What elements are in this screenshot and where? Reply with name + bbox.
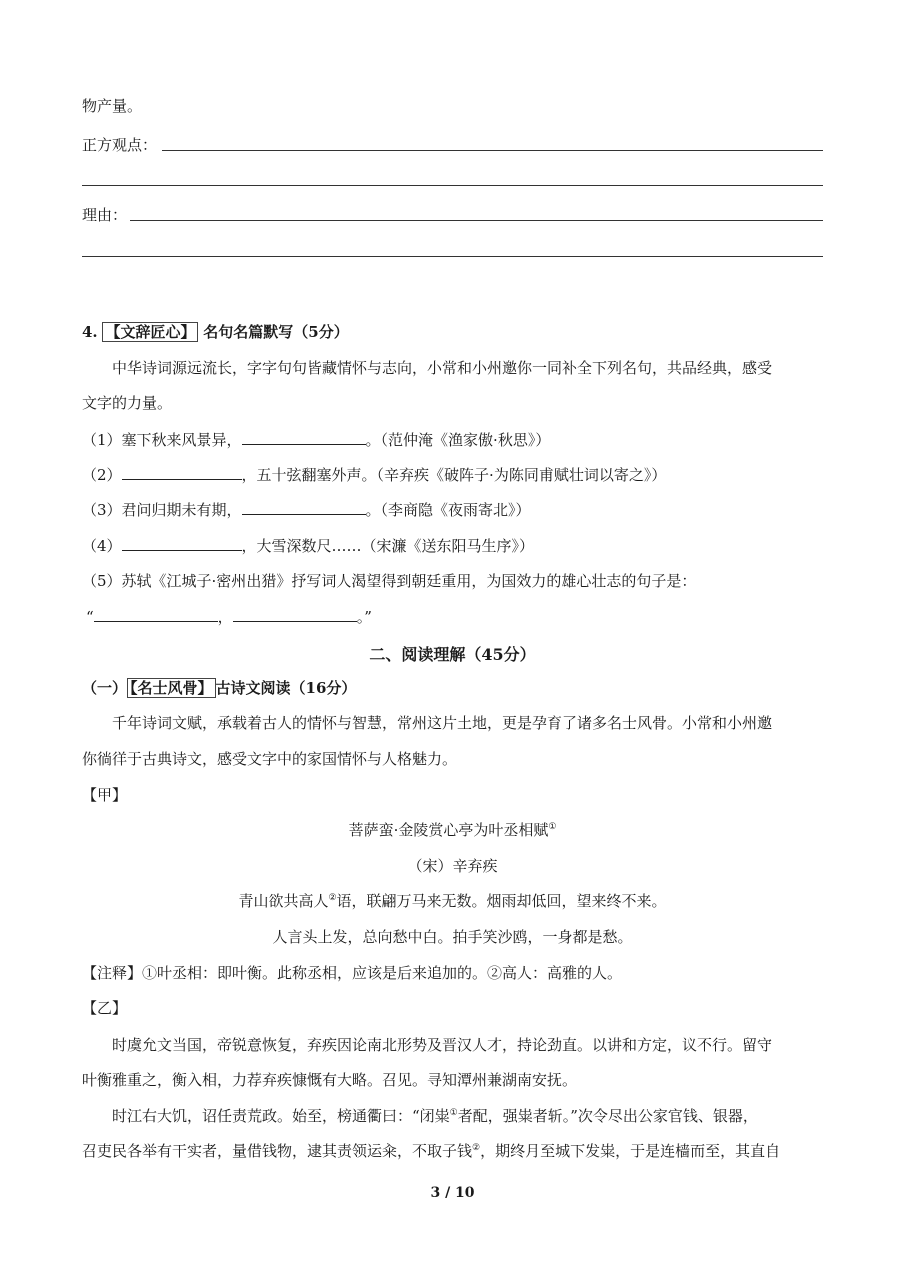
poem-text: 青山欲共高人 xyxy=(238,892,329,910)
item-source: ，五十弦翻塞外声。（辛弃疾《破阵子·为陈同甫赋壮词以寄之》） xyxy=(241,466,667,484)
pro-view-label: 正方观点： xyxy=(82,136,158,154)
question-intro-cont: 文字的力量。 xyxy=(82,394,173,412)
poem-author: （宋）辛弃疾 xyxy=(407,857,498,875)
fill-item-1 xyxy=(82,429,550,450)
fill-item-3 xyxy=(82,499,531,520)
blank-field[interactable] xyxy=(242,499,366,515)
item-text: （1）塞下秋来风景异， xyxy=(82,431,242,449)
subsection-number: （一） xyxy=(82,679,128,697)
poem-title xyxy=(0,820,905,840)
passage-label-yi: 【乙】 xyxy=(82,999,128,1017)
prose-text: 时江右大饥，诏任责荒政。始至，榜通衢曰：“闭粜 xyxy=(112,1107,450,1125)
question-4-heading xyxy=(82,322,349,342)
fill-item-5-blanks xyxy=(86,606,372,627)
item-source: 。（李商隐《夜雨寄北》） xyxy=(365,501,531,519)
question-title: 名句名篇默写（5分） xyxy=(203,323,349,341)
prose-text: 者配，强粜者斩。”次令尽出公家官钱、银器， xyxy=(457,1107,758,1125)
subsection-heading xyxy=(82,678,356,698)
prose-text: 召吏民各举有干实者，量借钱物，逮其责领运籴，不取子钱 xyxy=(82,1142,473,1160)
poem-text: 语，联翩万马来无数。烟雨却低回，望来终不来。 xyxy=(336,892,667,910)
fill-item-4 xyxy=(82,535,534,556)
poem-line: 人言头上发，总向愁中白。拍手笑沙鸥，一身都是愁。 xyxy=(272,928,633,946)
question-intro: 中华诗词源远流长，字字句句皆藏情怀与志向，小常和小州邀你一同补全下列名句，共品经典，感受 xyxy=(112,359,773,377)
blank-field[interactable] xyxy=(122,535,242,551)
item-source: 。（范仲淹《渔家傲·秋思》） xyxy=(365,431,551,449)
subsection-title: 古诗文阅读（16分） xyxy=(215,679,357,697)
pro-view-answer-line[interactable] xyxy=(162,150,823,151)
quote-mark: “ xyxy=(86,608,94,626)
blank-field[interactable] xyxy=(94,606,218,622)
subsection-intro-cont: 你徜徉于古典诗文，感受文字中的家国情怀与人格魅力。 xyxy=(82,750,458,768)
answer-line[interactable] xyxy=(82,256,823,257)
blank-field[interactable] xyxy=(233,606,357,622)
blank-field[interactable] xyxy=(122,464,242,480)
footnote-mark: ① xyxy=(449,1108,458,1118)
page-number: 3 / 10 xyxy=(430,1185,475,1201)
fill-item-5: （5）苏轼《江城子·密州出猎》抒写词人渴望得到朝廷重用，为国效力的雄心壮志的句子是： xyxy=(82,572,697,590)
blank-field[interactable] xyxy=(242,429,366,445)
prose-line: 叶衡雅重之，衡入相，力荐弃疾慷慨有大略。召见。寻知潭州兼湖南安抚。 xyxy=(82,1071,578,1089)
question-number: 4. xyxy=(82,323,98,341)
quote-mark: 。” xyxy=(356,608,372,626)
subsection-tag: 【名士风骨】 xyxy=(127,678,216,698)
prose-line xyxy=(112,1106,758,1126)
footnote-mark: ② xyxy=(328,893,337,903)
fill-item-2 xyxy=(82,464,666,485)
poem-title-text: 菩萨蛮·金陵赏心亭为叶丞相赋 xyxy=(348,821,549,839)
section-title: 二、阅读理解（45分） xyxy=(369,645,536,664)
prose-line: 时虞允文当国，帝锐意恢复，弃疾因论南北形势及晋汉人才，持论劲直。以讲和方定，议不行。留守 xyxy=(112,1036,773,1054)
footnote-mark: ① xyxy=(548,822,557,832)
passage-label-jia: 【甲】 xyxy=(82,786,128,804)
footnote-mark: ② xyxy=(472,1143,481,1153)
item-text: （3）君问归期未有期， xyxy=(82,501,242,519)
comma: ， xyxy=(217,608,233,626)
reason-answer-line[interactable] xyxy=(130,220,823,221)
item-text: （2） xyxy=(82,466,122,484)
question-tag: 【文辞匠心】 xyxy=(102,322,198,342)
annotation: 【注释】①叶丞相：即叶衡。此称丞相，应该是后来追加的。②高人：高雅的人。 xyxy=(82,964,623,982)
prose-text: ，期终月至城下发粜，于是连樯而至，其直自 xyxy=(480,1142,781,1160)
text-line: 物产量。 xyxy=(82,97,143,115)
item-text: （4） xyxy=(82,537,122,555)
subsection-intro: 千年诗词文赋，承载着古人的情怀与智慧，常州这片土地，更是孕育了诸多名士风骨。小常和小州邀 xyxy=(112,714,773,732)
poem-line xyxy=(0,891,905,911)
reason-label: 理由： xyxy=(82,206,128,224)
prose-line xyxy=(82,1141,780,1161)
item-source: ，大雪深数尺……（宋濂《送东阳马生序》） xyxy=(241,537,535,555)
answer-line[interactable] xyxy=(82,185,823,186)
